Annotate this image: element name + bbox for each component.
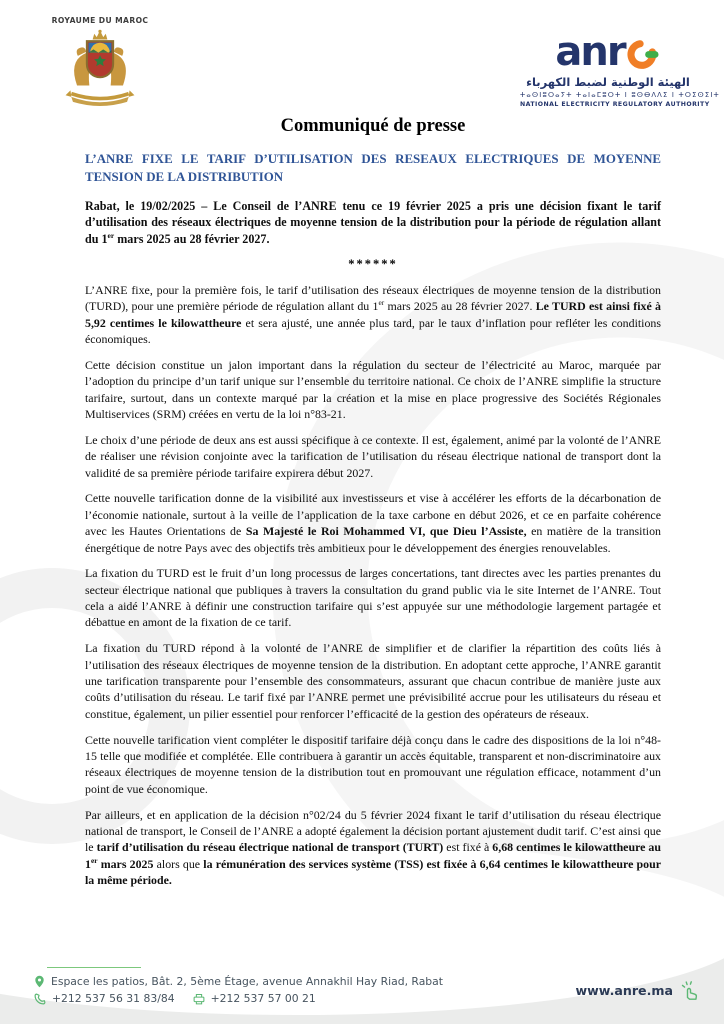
text-run: la rémunération des services système (TSS) est fixée à 6,64 centimes le kilowattheure pour la même période. xyxy=(85,856,661,887)
click-hand-icon xyxy=(680,980,700,1000)
kingdom-label: ROYAUME DU MAROC xyxy=(51,16,149,25)
text-run: La fixation du TURD est le fruit d’un long processus de larges concertations, tant directes avec les parties prenantes du secteur électrique national que publiques à travers la consultation du grand public via le site Internet de l’ANRE. Tout cela a aidé l’ANRE à définir une construction tarifaire qui s’est appuyée sur une méthodologie largement partagée et débattue en amont de la fixation de ce tarif. xyxy=(85,566,661,630)
anre-logo-brand xyxy=(520,29,696,75)
footer-phones-row xyxy=(34,992,443,1005)
text-run: Sa Majesté le Roi Mohammed VI, que Dieu l’Assiste, xyxy=(245,524,527,539)
kingdom-block xyxy=(44,16,156,111)
header xyxy=(44,16,720,111)
footer-address: Espace les patios, Bât. 2, 5ème Étage, avenue Annakhil Hay Riad, Rabat xyxy=(51,975,444,988)
anre-logo-brand-text: anr xyxy=(555,29,625,75)
superscript-text: er xyxy=(90,855,98,865)
body-paragraph xyxy=(85,807,661,889)
text-run: L’ANRE fixe, pour la première fois, le tarif d’utilisation des réseaux électriques de moyenne tension de la distribution (TURD), pour une première période de régulation allant du 1 xyxy=(85,283,661,314)
anre-logo xyxy=(520,29,720,111)
text-run: Cette nouvelle tarification donne de la visibilité aux investisseurs et vise à accélérer les efforts de la décarbonation de l’économie nationale, surtout à la veille de l’application de la taxe carbone en début 2026, et ce en parfaite cohérence avec les Hautes Orientations de xyxy=(85,491,661,539)
paragraphs-container xyxy=(85,282,661,888)
text-run: Le choix d’une période de deux ans est aussi spécifique à ce contexte. Il est, également, animé par la volonté de l’ANRE de réaliser une révision conjointe avec la tarification de l’utilisation du réseau électrique national de transport dont la validité de sa première période tarifaire expirera début 2027. xyxy=(85,432,661,480)
text-run: Le TURD est ainsi fixé à 5,92 centimes le kilowattheure xyxy=(85,299,661,330)
body-paragraph xyxy=(85,640,661,722)
text-run: mars 2025 au 28 février 2027. xyxy=(384,299,536,314)
text-run: et sera ajusté, une année plus tard, par le taux d’inflation pour refléter les conditions économiques. xyxy=(85,315,661,347)
anre-logo-english-text: NATIONAL ELECTRICITY REGULATORY AUTHORITY xyxy=(520,101,710,108)
footer-divider xyxy=(47,967,141,968)
body-paragraph xyxy=(85,282,661,347)
fax-icon xyxy=(193,993,205,1005)
body-paragraph xyxy=(85,565,661,630)
footer-fax: +212 537 57 00 21 xyxy=(210,992,316,1005)
footer-contact-block xyxy=(34,967,443,1009)
body-paragraph xyxy=(85,490,661,555)
phone-icon xyxy=(34,993,46,1005)
superscript-text: er xyxy=(378,298,385,308)
website-link[interactable] xyxy=(575,980,700,1000)
document-body xyxy=(85,116,661,898)
text-run: Rabat, le 19/02/2025 – Le Conseil de l’ANRE tenu ce 19 février 2025 a pris une décision fixant le tarif d’utilisation des réseaux électriques de moyenne tension de la distribution pour la période de régulation allant du 1 xyxy=(85,198,661,246)
footer-phone: +212 537 56 31 83/84 xyxy=(52,992,175,1005)
text-run: Par ailleurs, et en application de la décision n°02/24 du 5 février 2024 fixant le tarif d’utilisation du réseau électrique national de transport, le Conseil de l’ANRE a adopté également la décision portant ajustement dudit tarif. C’est ainsi que le xyxy=(85,807,661,855)
text-run: 6,68 centimes le kilowattheure au 1 xyxy=(85,840,661,871)
section-separator: ****** xyxy=(348,257,398,271)
anre-logo-tifinagh-text: ⵜⴰⵙⵏⵓⵔⴰⵢⵜ ⵜⴰⵏⴰⵎⵓⵔⵜ ⵏ ⵓⵙⴱⴷⴷⵉ ⵏ ⵜⵔⵉⵙⵉⵏⵜ xyxy=(520,91,720,99)
body-paragraph xyxy=(85,732,661,797)
text-run: La fixation du TURD répond à la volonté de l’ANRE de simplifier et de clarifier la répartition des coûts liés à l’utilisation des réseaux électriques de moyenne tension de la distribution. En adoptant cette approche, l’ANRE garantit une tarification transparente pour l’ensemble des consommateurs, assurant que chacun contribue de manière juste aux coûts d’utilisation du réseau. Le tarif fixé par l’ANRE permet une prévisibilité accrue pour les utilisateurs du réseau et constitue, également, un pilier essentiel pour renforcer l’efficacité de la gestion des opérateurs de réseaux. xyxy=(85,641,661,721)
location-pin-icon xyxy=(34,975,45,988)
text-run: Cette nouvelle tarification vient compléter le dispositif tarifaire déjà conçu dans le cadre des dispositions de la loi n°48-15 telle que modifiée et complétée. Elle contribuera à garantir un accès équitable, transparent et non-discriminatoire aux réseaux électriques de moyenne tension de la distribution tout en promouvant une régulation efficace, notamment d’un point de vue économique. xyxy=(85,732,661,796)
superscript-text: er xyxy=(107,230,115,240)
body-paragraph xyxy=(85,432,661,481)
footer-address-row xyxy=(34,975,443,988)
website-url[interactable]: www.anre.ma xyxy=(575,982,673,998)
text-run: en matière de la transition énergétique de notre Pays avec des objectifs très ambitieux pour le développement des énergies renouvelables. xyxy=(85,524,661,555)
body-paragraph xyxy=(85,357,661,422)
anre-logo-e-icon xyxy=(626,37,661,72)
text-run: tarif d’utilisation du réseau électrique national de transport (TURT) xyxy=(96,840,444,855)
text-run: Cette décision constitue un jalon important dans la régulation du secteur de l’électricité au Maroc, marquée par l’adoption du principe d’un tarif unique sur l’ensemble du territoire national. Ce choix de l’ANRE simplifie la structure tarifaire, surtout, dans un contexte marqué par la création et la mise en place progressive des Sociétés Régionales Multiservices (SRM) créées en vertu de la loi n°83-21. xyxy=(85,357,661,422)
anre-logo-arabic-text: الهيئة الوطنية لضبط الكهرباء xyxy=(526,75,690,89)
morocco-coat-of-arms-icon xyxy=(59,28,141,106)
text-run: alors que xyxy=(153,856,204,871)
document-subtitle: L’ANRE FIXE LE TARIF D’UTILISATION DES RESEAUX ELECTRIQUES DE MOYENNE TENSION DE LA DISTRIBUTION xyxy=(85,152,661,185)
lead-paragraph xyxy=(85,198,661,248)
text-run: mars 2025 xyxy=(97,856,154,871)
document-title: Communiqué de presse xyxy=(280,116,466,136)
text-run: mars 2025 au 28 février 2027. xyxy=(114,231,270,246)
text-run: est fixé à xyxy=(443,840,493,855)
